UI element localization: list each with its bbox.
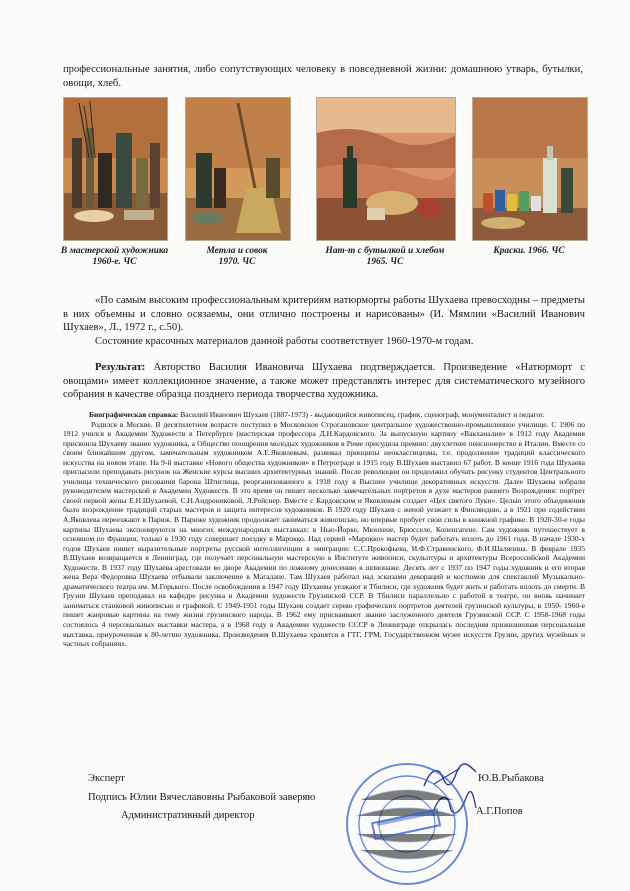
bio-label: Биографическая справка:: [89, 410, 179, 419]
artwork-image-bottle-bread: [316, 97, 456, 241]
organization-stamp: [343, 760, 471, 888]
artwork-image-broom: [185, 97, 291, 241]
bio-lead: Василий Иванович Шухаев (1887-1973) - выдающийся живописец, график, сценограф, монументалист и педагог.: [178, 410, 545, 419]
bio-body: Родился в Москве. В десятилетнем возрасте поступил в Московское Строгановское центральное художественно-промышленное училище. С 1906 по 1912 учился в Академии Художеств в Петербурге (мастерская профессора Д.Н.Кардовского. За выпускную картину «Вакханалия» в 1912 году Академия присвоила Шухаеву звание художника, а Общество поощрения молодых художников в Риме присудила премию: двухлетнее пенсионерство в Италии. Вместе со своим ближайшим другом, замечательным художником А.Е.Яковлевым, развивал принципы неоклассицизма, т.е. продолжение традиций классического искусства на новом этапе. На 9-й выставке «Нового общества художников» в Петрограде в 1915 году В.Шухаев выставил 67 работ. В конце 1916 года Шухаева пригласили преподавать рисунок на Женские курсы высших архитектурных знаний. После революции он продолжил обучать рисунку студентов Центрального училища технического рисования барона Штиглица, реорганизованного к 1918 году в Высшее училище декоративных искусств. Далее Шухаева избрали руководителем мастерской в Академии Художеств. В это время он пишет несколько замечательных портретов в духе мастеров раннего Возрождения: портрет своей первой жены Е.Н.Шухаевой, С.Н.Андрониковой, Л.Рейснер. Вместе с Кардовским и Яковлевым создает «Цех святого Луки». Целью этого объединения было возрождение традиций старых мастеров и защита интересов художников. В 1920 году Шухаев с женой уезжает в Финляндию, а в 1921 при содействии А.Яковлева переезжают в Париж. В Париже художник продолжает заниматься живописью, но впервые пробует свои силы в книжной графике. В 1920-30-е годы картины Шухаева экспонируются на многих международных выставках: в Нью-Йорке, Мюнхене, Брюсселе, Копенгагене. Сам художник путешествует в основном по Франции, только в 1930 году совершает поездку в Марокко. Над серией «Марокко» мастер будет работать вплоть до 1961 года. В начале 1930-х годов Шухаев пишет выразительные портреты русской интеллигенции в эмиграции: С.С.Прокофьева, И.Ф.Стравинского, Ф.И.Шаляпина. В феврале 1935 В.Шухаев возвращается в Ленинград, где получает персональную мастерскую в Институте живописи, скульптуры и архитектуры Всероссийской Академии Художеств. В 1937 году Шухаева арестовали во дворе Академии по ложному донесению в шпионаже. Десять лет с 1937 по 1947 годы художник и его вторая жена Вера Федоровна Шухаева отбывали заключение в Магадане. Там Шухаев работал над эскизами декораций и костюмов для спектаклей Музыкально-драматического театра им. М.Горького. После освобождения в 1947 году Шухаевы уезжают в Тбилиси, где художник будет жить и работать вплоть до смерти. В Грузии Шухаев преподавал на кафедре рисунка в Академии художеств Грузинской ССР. В Тбилиси параллельно с работой в театре, он вновь начинает заниматься станковой живописью и графикой. С 1949-1951 годы Шухаев создает серию графических портретов деятелей грузинской культуры, в 1950- 1960-е пишет жанровые картины на тему жизни грузинского народа. В 1962 ему присваивают звание заслуженного деятеля Грузинской ССР. С 1958-1968 годы состоялось 4 персональных выставки мастера, а в 1968 году в Академии художеств СССР в Ленинграде открылась последняя прижизненная персональная выставка, приуроченная к 80-летию художника. Произведения В.Шухаева хранятся в ГТГ, ГРМ, Государственном музее искусств Грузии, других музейных и частных собраниях.: [63, 419, 585, 649]
artwork-image-studio: [63, 97, 168, 241]
artwork-image-paints: [472, 97, 588, 241]
expert-name: Ю.В.Рыбакова: [478, 773, 544, 784]
caption-studio: В мастерской художника 1960-е. ЧС: [60, 246, 169, 267]
quote-paragraph: «По самым высоким профессиональным критериям натюрморты работы Шухаева превосходны – предметы в них объемны и словно осязаемы, они отлично построены и нарисованы» (И. Мямлин «Василий Иванович Шухаев», Л., 1972 г., с.50).: [63, 295, 585, 334]
director-name: А.Г.Попов: [476, 806, 523, 817]
caption-broom: Метла и совок 1970. ЧС: [206, 246, 268, 267]
director-label: Административный директор: [121, 810, 255, 821]
result-paragraph: Результат: Авторство Василия Ивановича Шухаева подтверждается. Произведение «Натюрморт с овощами» имеет коллекционное значение, а также может представлять интерес для систематического музейного собрания в качестве образца позднего периода творчества художника.: [63, 362, 585, 401]
caption-paints: Краски. 1966. ЧС: [493, 246, 565, 256]
expert-label: Эксперт: [88, 773, 125, 784]
biography-section: [63, 410, 585, 649]
condition-paragraph: Состояние красочных материалов данной работы соответствует 1960-1970-м годам.: [95, 336, 474, 347]
intro-paragraph: профессиональные занятия, либо сопутствующих человеку в повседневной жизни: домашнюю утварь, бутылки, овощи, хлеб.: [63, 64, 583, 89]
caption-bottle-bread: Нат-т с бутылкой и хлебом 1965. ЧС: [325, 246, 445, 267]
result-label: Результат:: [95, 362, 146, 373]
certify-label: Подпись Юлии Вячеславовны Рыбаковой заверяю: [88, 792, 316, 803]
